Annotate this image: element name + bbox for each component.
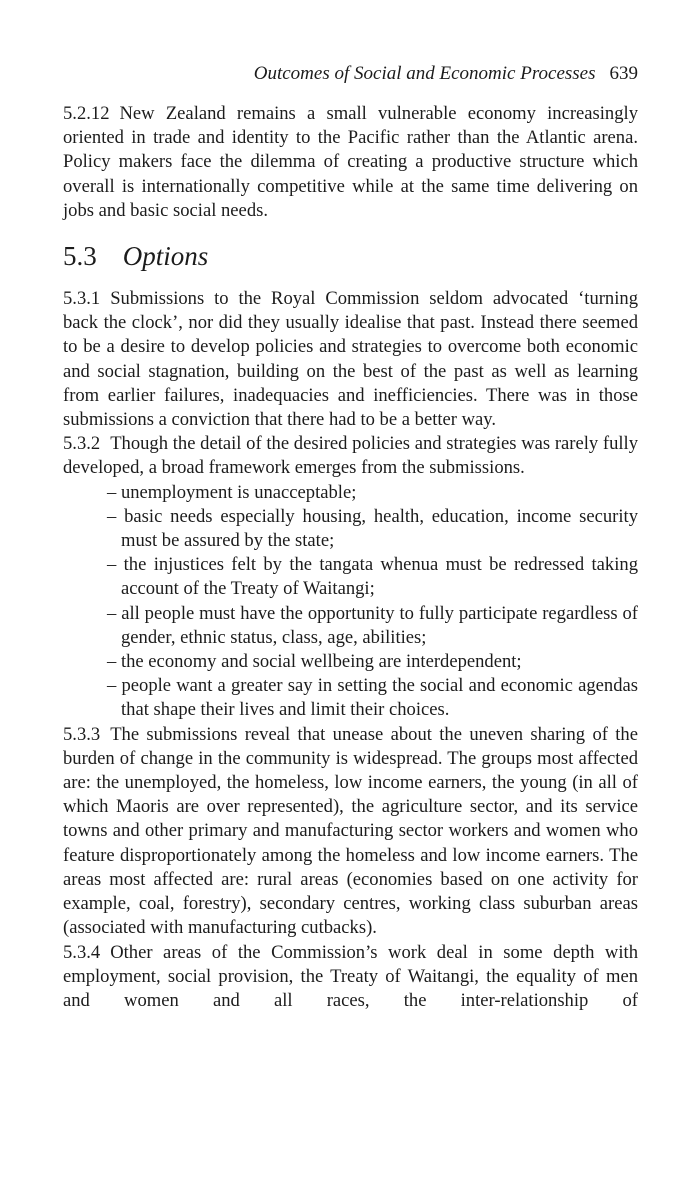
list-item: – the economy and social wellbeing are interdependent;	[107, 651, 522, 673]
paragraph-5-3-2	[63, 432, 638, 480]
paragraph-text: New Zealand remains a small vulnerable economy increasingly oriented in trade and identity to the Pacific rather than the Atlantic arena. Policy makers face the dilemma of creating a productive structure which overall is internationally competitive while at the same time delivering on jobs and basic social needs.	[63, 103, 638, 221]
paragraph-number: 5.2.12	[63, 103, 110, 124]
section-heading	[63, 239, 638, 273]
page-number: 639	[609, 63, 638, 84]
list-item: – basic needs especially housing, health, education, income security must be assured by the state;	[107, 505, 638, 552]
paragraph-number: 5.3.1	[63, 288, 101, 310]
paragraph-text: Other areas of the Commission’s work deal in some depth with employment, social provision, the Treaty of Waitangi, the equality of men and women and all races, the inter-relationship of	[63, 941, 638, 1011]
list-item: – all people must have the opportunity to fully participate regardless of gender, ethnic status, class, age, abilities;	[107, 602, 638, 648]
list-item: – unemployment is unacceptable;	[107, 481, 357, 503]
running-head	[63, 60, 638, 88]
paragraph-text: The submissions reveal that unease about the uneven sharing of the burden of change in the community is widespread. The groups most affected are: the unemployed, the homeless, low income earners, the young (in all of which Maoris are over represented), the agriculture sector, and its service towns and other primary and manufacturing sector workers and women who feature disproportionately among the homeless and low income earners. The areas most affected are: rural areas (economies based on one activity for example, coal, forestry), secondary centres, working class suburban areas (associated with manufacturing cutbacks).	[63, 723, 638, 939]
framework-list	[63, 481, 638, 723]
paragraph-5-2-12	[63, 102, 638, 223]
running-head-title: Outcomes of Social and Economic Processes	[253, 63, 596, 84]
paragraph-5-3-4	[63, 941, 638, 1014]
paragraph-text: Submissions to the Royal Commission seldom advocated ‘turning back the clock’, nor did they usually idealise that past. Instead there seemed to be a desire to develop policies and strategies to overcome both economic and social stagnation, building on the best of the past as well as learning from earlier failures, inadequacies and inefficiencies. There was in those submissions a conviction that there had to be a better way.	[63, 288, 638, 431]
paragraph-5-3-1	[63, 287, 638, 432]
list-item: – people want a greater say in setting the social and economic agendas that shape their lives and limit their choices.	[107, 675, 638, 721]
paragraph-number: 5.3.3	[63, 723, 101, 745]
section-title: Options	[122, 241, 209, 272]
paragraph-number: 5.3.2	[63, 433, 101, 455]
paragraph-5-3-3	[63, 723, 638, 941]
section-number: 5.3	[63, 241, 97, 272]
paragraph-text: Though the detail of the desired policies and strategies was rarely fully developed, a broad framework emerges from the submissions.	[63, 433, 638, 479]
list-item: – the injustices felt by the tangata whenua must be redressed taking account of the Treaty of Waitangi;	[107, 554, 638, 600]
document-page	[63, 60, 638, 1013]
paragraph-number: 5.3.4	[63, 941, 101, 963]
